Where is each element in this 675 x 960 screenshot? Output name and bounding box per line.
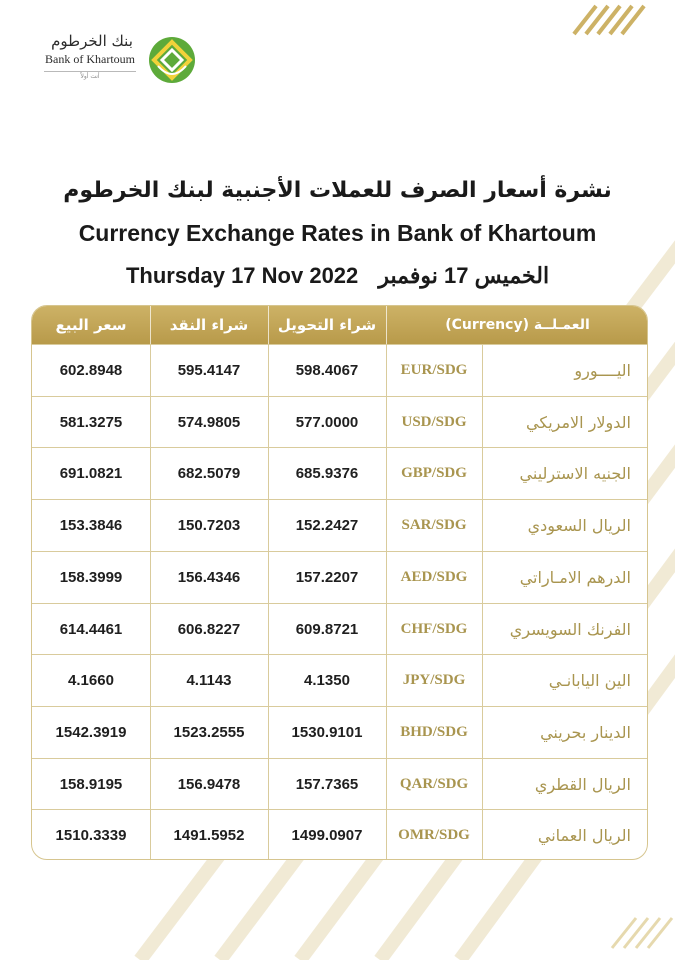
transfer-buy-rate: 157.2207 [295, 568, 359, 586]
sell-rate: 691.0821 [59, 465, 123, 483]
exchange-rates-table [31, 305, 648, 860]
cash-buy-rate: 1523.2555 [173, 723, 245, 741]
logo-arabic-name: بنك الخرطوم [51, 32, 133, 50]
cash-buy-rate: 156.9478 [177, 775, 241, 793]
currency-code: BHD/SDG [400, 723, 468, 740]
logo-tagline: أنت أولاً [80, 73, 100, 80]
corner-stripes [574, 6, 644, 34]
title-english: Currency Exchange Rates in Bank of Khartoum [78, 220, 597, 246]
table-row [32, 758, 648, 809]
date-english: Thursday 17 Nov 2022 [125, 263, 359, 288]
transfer-buy-rate: 685.9376 [295, 465, 359, 483]
logo-english-name: Bank of Khartoum [45, 52, 135, 66]
logo-divider [44, 71, 136, 72]
sell-rate: 4.1660 [68, 672, 114, 690]
currency-name: الريال القطري [534, 774, 631, 794]
cash-buy-rate: 606.8227 [177, 620, 241, 638]
currency-name: الين اليابانـي [548, 671, 631, 691]
currency-code: EUR/SDG [400, 362, 468, 378]
sell-rate: 602.8948 [59, 362, 123, 379]
currency-code: USD/SDG [401, 413, 467, 430]
transfer-buy-rate: 157.7365 [295, 775, 359, 793]
header-transfer-buy: شراء التحويل [277, 316, 377, 334]
cash-buy-rate: 595.4147 [177, 362, 241, 379]
currency-name: الدرهم الامـاراتي [519, 567, 631, 587]
transfer-buy-rate: 598.4067 [295, 362, 359, 379]
sell-rate: 153.3846 [59, 517, 123, 535]
currency-name: الفرنك السويسري [509, 619, 631, 639]
cash-buy-rate: 156.4346 [177, 568, 241, 586]
date-line [0, 263, 675, 289]
header-currency: العمـلــة (Currency) [445, 317, 590, 333]
table-row [32, 603, 648, 654]
transfer-buy-rate: 1499.0907 [291, 827, 363, 845]
cash-buy-rate: 682.5079 [177, 465, 241, 483]
currency-name: الدولار الامريكي [526, 412, 631, 432]
cash-buy-rate: 4.1143 [186, 672, 232, 690]
date-arabic: الخميس 17 نوفمبر [378, 263, 550, 288]
sell-rate: 1510.3339 [55, 827, 127, 845]
table-row [32, 396, 648, 447]
transfer-buy-rate: 609.8721 [295, 620, 359, 638]
currency-code: CHF/SDG [400, 620, 468, 637]
currency-code: AED/SDG [400, 568, 468, 585]
table-header [32, 306, 648, 344]
currency-code: QAR/SDG [399, 775, 469, 792]
header-sell-rate: سعر البيع [55, 316, 127, 334]
sell-rate: 158.3999 [59, 568, 123, 586]
sell-rate: 581.3275 [59, 413, 123, 431]
currency-name: الجنيه الاسترليني [519, 464, 631, 484]
transfer-buy-rate: 4.1350 [304, 672, 350, 690]
cash-buy-rate: 1491.5952 [173, 827, 245, 845]
sell-rate: 1542.3919 [55, 723, 127, 741]
transfer-buy-rate: 1530.9101 [291, 723, 363, 741]
currency-code: SAR/SDG [401, 517, 467, 534]
cash-buy-rate: 150.7203 [177, 517, 241, 535]
table-row [32, 706, 648, 757]
bank-emblem-icon [148, 36, 196, 84]
sell-rate: 614.4461 [59, 620, 123, 638]
title-arabic: نشرة أسعار الصرف للعملات الأجنبية لبنك الخرطوم [63, 178, 612, 203]
header-cash-buy: شراء النقد [169, 316, 249, 334]
currency-code: GBP/SDG [401, 465, 467, 482]
table-row [32, 499, 648, 550]
cash-buy-rate: 574.9805 [177, 413, 241, 431]
transfer-buy-rate: 152.2427 [295, 517, 359, 535]
currency-code: JPY/SDG [402, 672, 466, 689]
table-row [32, 447, 648, 498]
table-row [32, 809, 648, 860]
sell-rate: 158.9195 [59, 775, 123, 793]
table-row [32, 654, 648, 705]
bank-logo [40, 30, 210, 90]
transfer-buy-rate: 577.0000 [295, 413, 359, 431]
currency-code: OMR/SDG [398, 827, 470, 844]
table-row [32, 344, 648, 395]
table-row [32, 551, 648, 602]
currency-name: الدينار بحريني [540, 722, 631, 742]
currency-name: اليــــورو [574, 361, 631, 380]
currency-name: الريال العماني [537, 826, 631, 846]
currency-name: الريال السعودي [527, 516, 631, 536]
